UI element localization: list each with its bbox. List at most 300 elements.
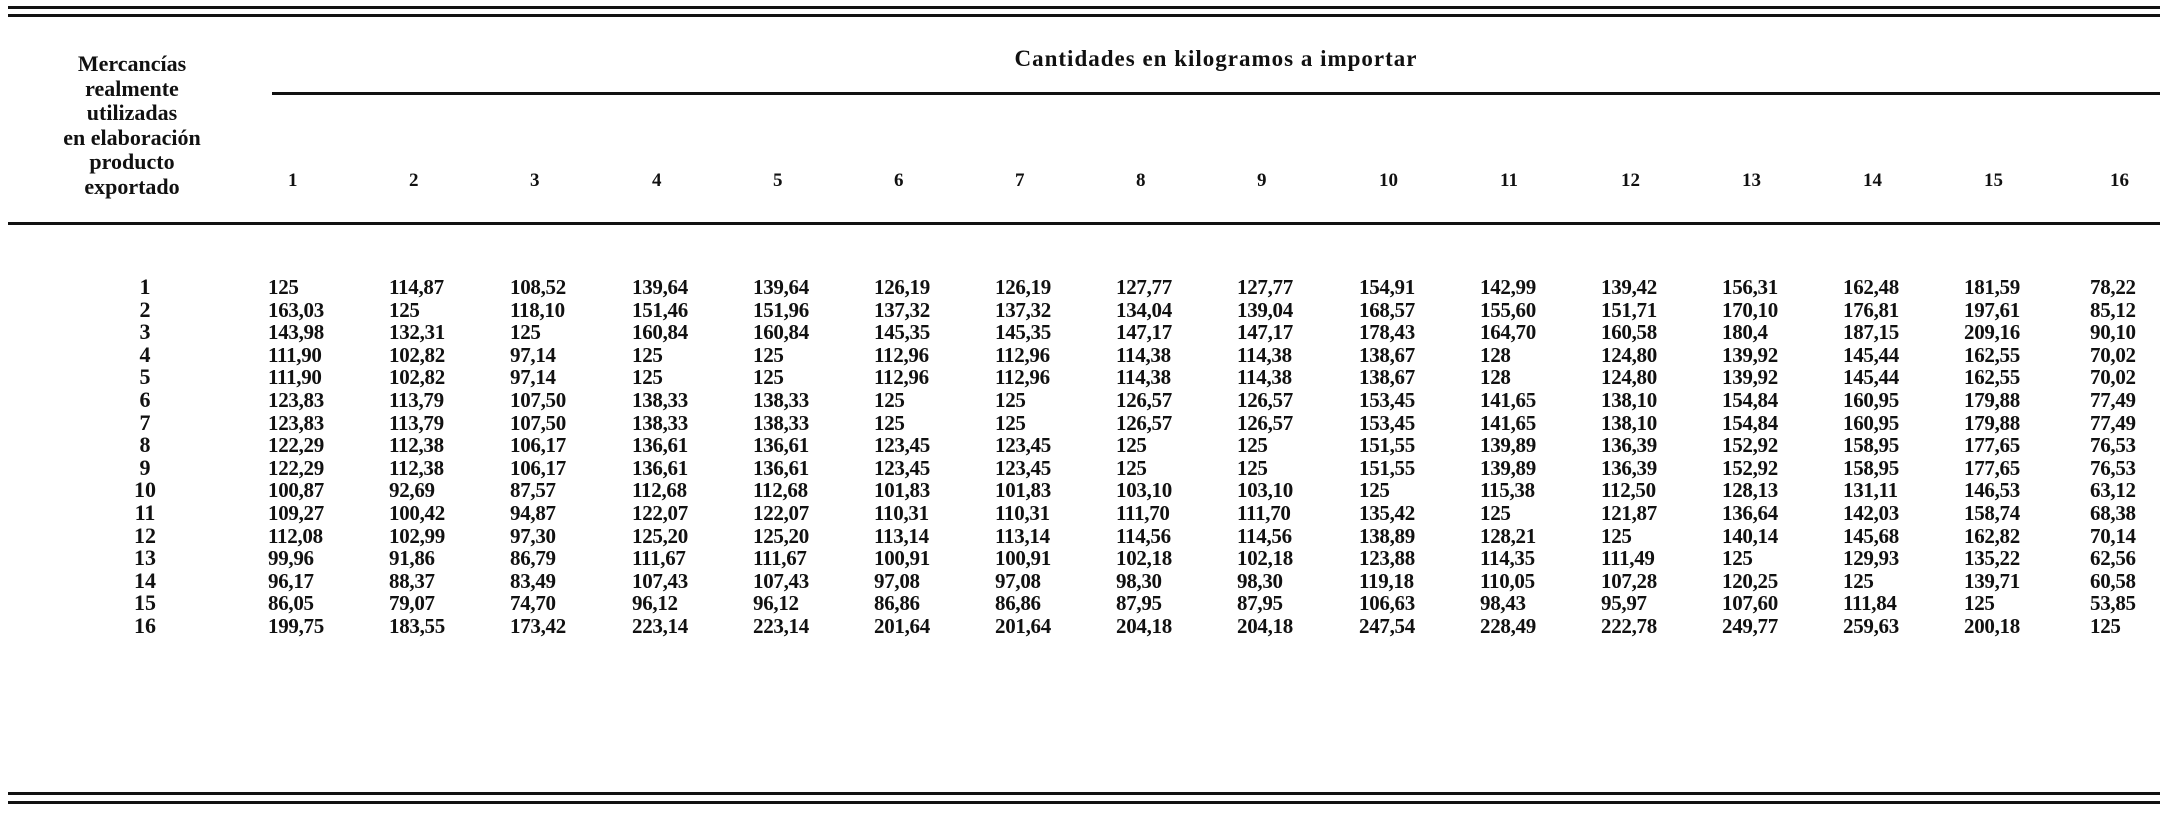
row-label: 9 (139, 454, 151, 480)
table-row (0, 321, 2168, 344)
table-cell: 100,42 (389, 500, 445, 525)
table-cell: 102,18 (1116, 546, 1172, 571)
column-number-header (0, 170, 2168, 200)
table-cell: 154,84 (1722, 387, 1778, 412)
table-cell: 101,83 (995, 478, 1051, 503)
table-cell: 87,95 (1237, 591, 1283, 616)
table-cell: 111,49 (1601, 546, 1655, 571)
table-cell: 173,42 (510, 613, 566, 638)
table-cell: 125 (753, 342, 784, 367)
column-number: 16 (2110, 170, 2129, 191)
table-cell: 131,11 (1843, 478, 1898, 503)
table-cell: 102,99 (389, 523, 445, 548)
table-row (0, 434, 2168, 457)
table-cell: 125 (2090, 613, 2121, 638)
table-cell: 111,67 (753, 546, 807, 571)
table-cell: 125 (1480, 500, 1511, 525)
table-cell: 158,95 (1843, 455, 1899, 480)
table-cell: 134,04 (1116, 297, 1172, 322)
table-cell: 111,70 (1237, 500, 1291, 525)
table-cell: 152,92 (1722, 455, 1778, 480)
column-number: 2 (409, 170, 419, 191)
table-cell: 90,10 (2090, 320, 2136, 345)
table-cell: 123,83 (268, 410, 324, 435)
table-cell: 139,92 (1722, 365, 1778, 390)
table-cell: 151,46 (632, 297, 688, 322)
table-cell: 155,60 (1480, 297, 1536, 322)
table-cell: 125 (1359, 478, 1390, 503)
table-cell: 97,30 (510, 523, 556, 548)
table-cell: 125 (1116, 433, 1147, 458)
table-cell: 123,45 (874, 433, 930, 458)
table-cell: 110,31 (874, 500, 929, 525)
table-cell: 123,45 (995, 455, 1051, 480)
table-cell: 162,55 (1964, 365, 2020, 390)
table-cell: 143,98 (268, 320, 324, 345)
table-cell: 101,83 (874, 478, 930, 503)
table-cell: 109,27 (268, 500, 324, 525)
table-cell: 181,59 (1964, 275, 2020, 299)
bottom-double-rule-2 (8, 801, 2160, 804)
table-cell: 112,38 (389, 433, 444, 458)
table-cell: 154,84 (1722, 410, 1778, 435)
table-cell: 170,10 (1722, 297, 1778, 322)
row-header-line: producto (89, 149, 175, 174)
table-cell: 122,07 (632, 500, 688, 525)
table-cell: 162,48 (1843, 275, 1899, 299)
row-label: 12 (134, 522, 156, 548)
table-cell: 122,07 (753, 500, 809, 525)
table-cell: 112,96 (995, 365, 1050, 390)
table-cell: 129,93 (1843, 546, 1899, 571)
table-cell: 147,17 (1237, 320, 1293, 345)
table-cell: 112,50 (1601, 478, 1656, 503)
row-label: 13 (134, 545, 156, 571)
row-label: 10 (134, 477, 156, 503)
table-cell: 200,18 (1964, 613, 2020, 638)
table-cell: 145,68 (1843, 523, 1899, 548)
table-cell: 76,53 (2090, 455, 2136, 480)
table-cell: 125,20 (632, 523, 688, 548)
table-cell: 142,99 (1480, 275, 1536, 299)
table-cell: 126,19 (995, 275, 1051, 299)
table-cell: 118,10 (510, 297, 565, 322)
table-cell: 222,78 (1601, 613, 1657, 638)
row-label: 3 (139, 319, 151, 345)
table-row (0, 592, 2168, 615)
table-cell: 100,91 (874, 546, 930, 571)
table-cell: 137,32 (995, 297, 1051, 322)
table-cell: 127,77 (1237, 275, 1293, 299)
table-cell: 125 (753, 365, 784, 390)
row-header-line: utilizadas (86, 100, 178, 125)
table-cell: 114,56 (1116, 523, 1171, 548)
table-cell: 113,79 (389, 410, 444, 435)
row-label: 11 (134, 499, 156, 525)
row-label: 7 (139, 409, 151, 435)
table-cell: 128,13 (1722, 478, 1778, 503)
table-cell: 139,89 (1480, 455, 1536, 480)
table-row (0, 567, 2168, 593)
table-cell: 107,28 (1601, 568, 1657, 593)
table-cell: 106,17 (510, 455, 566, 480)
row-label: 2 (139, 296, 151, 322)
row-header-line: realmente (85, 75, 179, 101)
table-cell: 97,14 (510, 365, 556, 390)
table-cell: 136,64 (1722, 500, 1778, 525)
table-cell: 125,20 (753, 523, 809, 548)
table-cell: 160,95 (1843, 387, 1899, 412)
table-cell: 114,38 (1116, 342, 1171, 367)
table-cell: 120,25 (1722, 568, 1778, 593)
table-cell: 96,17 (268, 568, 314, 593)
table-cell: 86,05 (268, 591, 314, 616)
table-row (0, 341, 2168, 367)
table-cell: 136,61 (753, 433, 809, 458)
table-cell: 123,83 (268, 387, 324, 412)
table-cell: 153,45 (1359, 410, 1415, 435)
table-cell: 145,35 (995, 320, 1051, 345)
table-cell: 151,55 (1359, 433, 1415, 458)
table-cell: 125 (995, 410, 1026, 435)
table-cell: 177,65 (1964, 455, 2020, 480)
header-bottom-rule (8, 222, 2160, 225)
table-cell: 102,82 (389, 365, 445, 390)
table-cell: 138,10 (1601, 410, 1657, 435)
table-cell: 97,08 (874, 568, 920, 593)
table-cell: 125 (510, 320, 541, 345)
column-number: 4 (652, 170, 662, 191)
column-group-title: Cantidades en kilogramos a importar (1014, 46, 1418, 71)
table-cell: 122,29 (268, 433, 324, 458)
table-cell: 187,15 (1843, 320, 1899, 345)
table-cell: 99,96 (268, 546, 314, 571)
table-cell: 114,38 (1237, 342, 1292, 367)
table-row (0, 276, 2168, 299)
table-cell: 136,61 (753, 455, 809, 480)
row-label: 6 (139, 386, 151, 412)
table-cell: 77,49 (2090, 410, 2136, 435)
table-cell: 98,30 (1116, 568, 1162, 593)
table-cell: 204,18 (1237, 613, 1293, 638)
table-cell: 112,96 (995, 342, 1050, 367)
table-cell: 114,56 (1237, 523, 1292, 548)
table-cell: 136,61 (632, 455, 688, 480)
table-cell: 53,85 (2090, 591, 2136, 616)
table-cell: 138,33 (632, 410, 688, 435)
table-cell: 107,43 (632, 568, 688, 593)
table-cell: 63,12 (2090, 478, 2136, 503)
table-cell: 139,64 (753, 275, 809, 299)
table-cell: 114,38 (1237, 365, 1292, 390)
table-cell: 78,22 (2090, 275, 2136, 299)
table-cell: 201,64 (995, 613, 1051, 638)
table-cell: 124,80 (1601, 342, 1657, 367)
table-cell: 100,91 (995, 546, 1051, 571)
column-number: 1 (288, 170, 298, 191)
table-cell: 70,02 (2090, 342, 2136, 367)
table-cell: 136,61 (632, 433, 688, 458)
table-cell: 85,12 (2090, 297, 2136, 322)
table-cell: 77,49 (2090, 387, 2136, 412)
table-cell: 126,57 (1116, 410, 1172, 435)
table-cell: 114,38 (1116, 365, 1171, 390)
table-cell: 103,10 (1237, 478, 1293, 503)
table-cell: 113,14 (995, 523, 1050, 548)
table-cell: 86,86 (995, 591, 1041, 616)
table-cell: 137,32 (874, 297, 930, 322)
table-cell: 141,65 (1480, 387, 1536, 412)
table-cell: 140,14 (1722, 523, 1778, 548)
table-cell: 197,61 (1964, 297, 2020, 322)
table-cell: 74,70 (510, 591, 556, 616)
table-cell: 138,67 (1359, 342, 1415, 367)
table-cell: 249,77 (1722, 613, 1778, 638)
table-cell: 168,57 (1359, 297, 1415, 322)
table-cell: 125 (1237, 433, 1268, 458)
table-cell: 259,63 (1843, 613, 1899, 638)
table-cell: 139,04 (1237, 297, 1293, 322)
column-number: 6 (894, 170, 904, 191)
table-cell: 98,30 (1237, 568, 1283, 593)
column-number: 12 (1621, 170, 1640, 191)
table-cell: 153,45 (1359, 387, 1415, 412)
table-cell: 70,02 (2090, 365, 2136, 390)
title-rule (272, 92, 2160, 95)
table-cell: 107,50 (510, 387, 566, 412)
table-cell: 110,31 (995, 500, 1050, 525)
table-cell: 179,88 (1964, 410, 2020, 435)
table-cell: 138,33 (753, 410, 809, 435)
table-cell: 139,71 (1964, 568, 2020, 593)
column-number: 9 (1257, 170, 1267, 191)
table-cell: 111,90 (268, 342, 322, 367)
table-row (0, 296, 2168, 322)
table-cell: 102,18 (1237, 546, 1293, 571)
table-cell: 152,92 (1722, 433, 1778, 458)
row-label: 4 (139, 341, 151, 367)
table-cell: 111,84 (1843, 591, 1897, 616)
table-cell: 111,70 (1116, 500, 1170, 525)
table-cell: 160,84 (632, 320, 688, 345)
table-cell: 111,67 (632, 546, 686, 571)
table-cell: 139,89 (1480, 433, 1536, 458)
table-cell: 86,79 (510, 546, 556, 571)
table-cell: 121,87 (1601, 500, 1657, 525)
table-cell: 96,12 (632, 591, 678, 616)
table-cell: 138,33 (632, 387, 688, 412)
data-table-body (0, 276, 2168, 638)
table-cell: 96,12 (753, 591, 799, 616)
table-cell: 154,91 (1359, 275, 1415, 299)
table-cell: 179,88 (1964, 387, 2020, 412)
table-cell: 223,14 (632, 613, 688, 638)
table-cell: 98,43 (1480, 591, 1526, 616)
table-cell: 247,54 (1359, 613, 1415, 638)
table-cell: 94,87 (510, 500, 556, 525)
column-number: 11 (1500, 170, 1518, 191)
table-cell: 162,55 (1964, 342, 2020, 367)
table-cell: 107,60 (1722, 591, 1778, 616)
table-cell: 138,33 (753, 387, 809, 412)
table-cell: 146,53 (1964, 478, 2020, 503)
table-cell: 112,08 (268, 523, 323, 548)
table-cell: 228,49 (1480, 613, 1536, 638)
table-cell: 123,88 (1359, 546, 1415, 571)
table-cell: 204,18 (1116, 613, 1172, 638)
table-cell: 132,31 (389, 320, 445, 345)
table-cell: 164,70 (1480, 320, 1536, 345)
column-number: 7 (1015, 170, 1025, 191)
table-cell: 76,53 (2090, 433, 2136, 458)
row-label: 15 (134, 590, 156, 616)
table-cell: 138,89 (1359, 523, 1415, 548)
table-row (0, 409, 2168, 435)
table-cell: 70,14 (2090, 523, 2136, 548)
table-cell: 91,86 (389, 546, 435, 571)
table-cell: 100,87 (268, 478, 324, 503)
table-cell: 158,74 (1964, 500, 2020, 525)
table-row (0, 454, 2168, 480)
table-row (0, 547, 2168, 570)
table-cell: 138,10 (1601, 387, 1657, 412)
table-cell: 87,95 (1116, 591, 1162, 616)
table-cell: 108,52 (510, 275, 566, 299)
table-cell: 136,39 (1601, 455, 1657, 480)
table-cell: 106,17 (510, 433, 566, 458)
table-cell: 141,65 (1480, 410, 1536, 435)
table-cell: 160,95 (1843, 410, 1899, 435)
column-number: 15 (1984, 170, 2003, 191)
table-cell: 158,95 (1843, 433, 1899, 458)
table-cell: 114,87 (389, 275, 444, 299)
column-number: 13 (1742, 170, 1761, 191)
column-number: 8 (1136, 170, 1146, 191)
table-cell: 114,35 (1480, 546, 1535, 571)
table-cell: 112,68 (753, 478, 808, 503)
table-cell: 201,64 (874, 613, 930, 638)
table-cell: 139,92 (1722, 342, 1778, 367)
row-label: 16 (134, 612, 156, 638)
table-cell: 145,35 (874, 320, 930, 345)
table-cell: 112,96 (874, 365, 929, 390)
table-cell: 125 (1843, 568, 1874, 593)
table-cell: 87,57 (510, 478, 556, 503)
table-cell: 127,77 (1116, 275, 1172, 299)
table-cell: 151,55 (1359, 455, 1415, 480)
table-cell: 102,82 (389, 342, 445, 367)
table-cell: 156,31 (1722, 275, 1778, 299)
table-cell: 125 (1964, 591, 1995, 616)
table-cell: 162,82 (1964, 523, 2020, 548)
table-cell: 136,39 (1601, 433, 1657, 458)
table-row (0, 522, 2168, 548)
table-cell: 79,07 (389, 591, 435, 616)
table-cell: 113,79 (389, 387, 444, 412)
table-cell: 126,57 (1237, 387, 1293, 412)
table-cell: 97,08 (995, 568, 1041, 593)
table-row (0, 612, 2168, 638)
table-cell: 92,69 (389, 478, 435, 503)
table-cell: 160,84 (753, 320, 809, 345)
table-cell: 68,38 (2090, 500, 2136, 525)
table-cell: 145,44 (1843, 365, 1899, 390)
table-cell: 125 (1237, 455, 1268, 480)
table-cell: 122,29 (268, 455, 324, 480)
table-row (0, 366, 2168, 389)
table-cell: 112,96 (874, 342, 929, 367)
table-cell: 126,57 (1237, 410, 1293, 435)
table-cell: 176,81 (1843, 297, 1899, 322)
table-cell: 125 (995, 387, 1026, 412)
table-cell: 128,21 (1480, 523, 1536, 548)
table-cell: 123,45 (874, 455, 930, 480)
table-cell: 125 (389, 297, 420, 322)
table-cell: 62,56 (2090, 546, 2136, 571)
table-cell: 124,80 (1601, 365, 1657, 390)
table-cell: 223,14 (753, 613, 809, 638)
table-cell: 135,42 (1359, 500, 1415, 525)
top-double-rule-1 (8, 6, 2160, 9)
top-double-rule-2 (8, 14, 2160, 17)
bottom-double-rule-1 (8, 792, 2160, 795)
table-cell: 103,10 (1116, 478, 1172, 503)
column-number: 5 (773, 170, 783, 191)
table-cell: 126,57 (1116, 387, 1172, 412)
table-row (0, 499, 2168, 525)
table-cell: 138,67 (1359, 365, 1415, 390)
table-row (0, 386, 2168, 412)
table-cell: 123,45 (995, 433, 1051, 458)
table-cell: 107,43 (753, 568, 809, 593)
table-cell: 106,63 (1359, 591, 1415, 616)
table-cell: 142,03 (1843, 500, 1899, 525)
table-cell: 125 (632, 342, 663, 367)
table-cell: 107,50 (510, 410, 566, 435)
table-row (0, 479, 2168, 502)
table-cell: 60,58 (2090, 568, 2136, 593)
table-cell: 163,03 (268, 297, 324, 322)
column-number: 3 (530, 170, 540, 191)
table-cell: 86,86 (874, 591, 920, 616)
table-cell: 147,17 (1116, 320, 1172, 345)
table-cell: 135,22 (1964, 546, 2020, 571)
table-cell: 95,97 (1601, 591, 1647, 616)
table-cell: 139,42 (1601, 275, 1657, 299)
table-cell: 125 (268, 275, 299, 299)
row-label: 14 (134, 567, 156, 593)
table-cell: 112,68 (632, 478, 687, 503)
table-cell: 151,71 (1601, 297, 1657, 322)
table-cell: 125 (1601, 523, 1632, 548)
table-cell: 125 (632, 365, 663, 390)
table-cell: 125 (1722, 546, 1753, 571)
row-header-line: Mercancías (77, 51, 187, 76)
table-cell: 177,65 (1964, 433, 2020, 458)
table-cell: 112,38 (389, 455, 444, 480)
row-header-line: en elaboración (63, 124, 201, 150)
table-cell: 145,44 (1843, 342, 1899, 367)
table-cell: 110,05 (1480, 568, 1535, 593)
column-number: 10 (1379, 170, 1398, 191)
table-cell: 128 (1480, 365, 1511, 390)
table-cell: 128 (1480, 342, 1511, 367)
table-cell: 180,4 (1722, 320, 1768, 345)
table-cell: 126,19 (874, 275, 930, 299)
table-cell: 83,49 (510, 568, 556, 593)
row-label: 5 (139, 364, 151, 390)
table-cell: 97,14 (510, 342, 556, 367)
